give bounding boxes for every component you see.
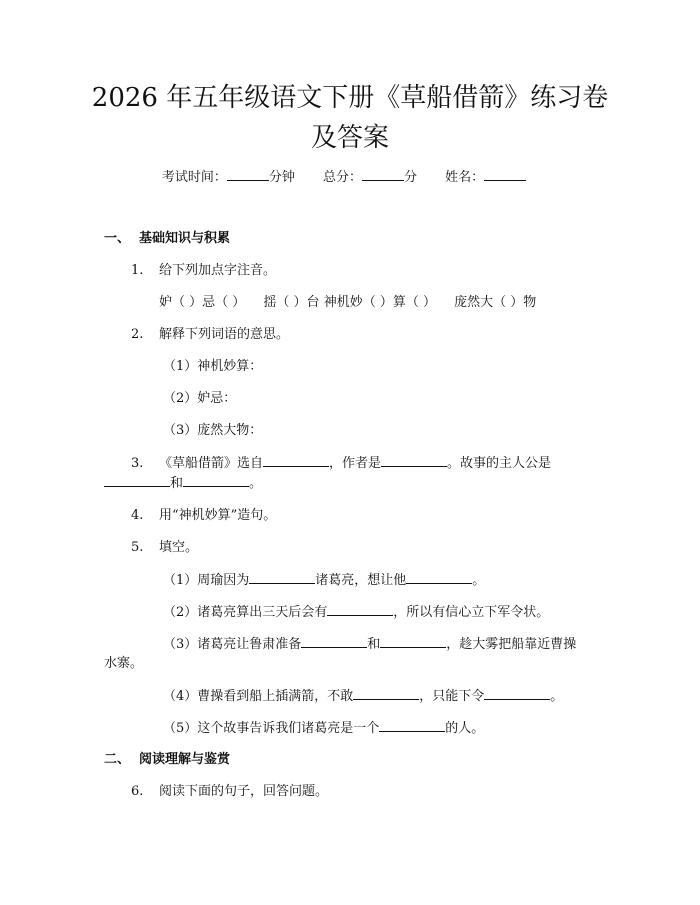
exam-time: 考试时间： 分钟: [161, 170, 295, 185]
question-1-items: [159, 294, 536, 312]
q2-sub-2: （2）妒忌：: [163, 391, 237, 406]
answer-blank[interactable]: [406, 571, 472, 584]
q5-sub-5: （5）这个故事告诉我们诸葛亮是一个 的人。: [163, 721, 485, 736]
answer-blank[interactable]: [380, 635, 446, 648]
name-blank[interactable]: [484, 168, 526, 181]
q1-item: 揺（ ）台: [263, 295, 320, 310]
answer-blank[interactable]: [263, 454, 329, 467]
question-5: 5. 填空。: [131, 540, 199, 555]
total-score: 总分： 分: [322, 170, 418, 185]
title-line-1: 2026 年五年级语文下册《草船借箭》练习卷: [91, 83, 609, 113]
q5-sub-4: （4）曹操看到船上插满箭，不敢 ，只能下令 。: [163, 689, 564, 704]
q2-sub-1: （1）神机妙算：: [163, 359, 263, 374]
answer-blank[interactable]: [301, 635, 367, 648]
section-2-heading: 二、 阅读理解与鉴赏: [104, 752, 231, 767]
answer-blank[interactable]: [249, 571, 315, 584]
answer-blank[interactable]: [484, 687, 550, 700]
answer-blank[interactable]: [353, 687, 419, 700]
q5-sub-1: （1）周瑜因为 诸葛亮，想让他 。: [163, 573, 486, 588]
answer-blank[interactable]: [183, 474, 249, 487]
title-line-2: 及答案: [310, 123, 389, 153]
answer-blank[interactable]: [379, 719, 445, 732]
q5-sub-3-cont: 水寨。: [104, 656, 144, 671]
answer-blank[interactable]: [381, 454, 447, 467]
page-title: [90, 78, 610, 158]
q5-sub-3: （3）诸葛亮让鲁肃准备 和 ，趁大雾把船靠近曹操: [163, 637, 577, 652]
exam-info-bar: [0, 168, 700, 187]
question-3: 3. 《草船借箭》选自 ，作者是 。故事的主人公是: [131, 456, 552, 471]
question-3-cont: 和 。: [104, 474, 262, 493]
question-1: 1. 给下列加点字注音。: [131, 263, 277, 278]
question-2: 2. 解释下列词语的意思。: [131, 327, 290, 342]
q1-item: 神机妙（ ）算（ ）: [323, 295, 436, 310]
answer-blank[interactable]: [327, 603, 393, 616]
q5-sub-2: （2）诸葛亮算出三天后会有 ，所以有信心立下军令状。: [163, 605, 550, 620]
student-name: 姓名：: [445, 168, 526, 187]
answer-blank[interactable]: [104, 474, 170, 487]
question-4: 4. 用“神机妙算”造句。: [131, 508, 277, 523]
section-1-heading: 一、 基础知识与积累: [104, 231, 231, 246]
time-blank[interactable]: [227, 168, 269, 181]
score-blank[interactable]: [362, 168, 404, 181]
q2-sub-3: （3）庞然大物：: [163, 423, 263, 438]
q1-item: 庞然大（ ）物: [454, 295, 537, 310]
q1-item: 妒（ ）忌（ ）: [159, 295, 246, 310]
question-6: 6. 阅读下面的句子，回答问题。: [131, 784, 329, 799]
